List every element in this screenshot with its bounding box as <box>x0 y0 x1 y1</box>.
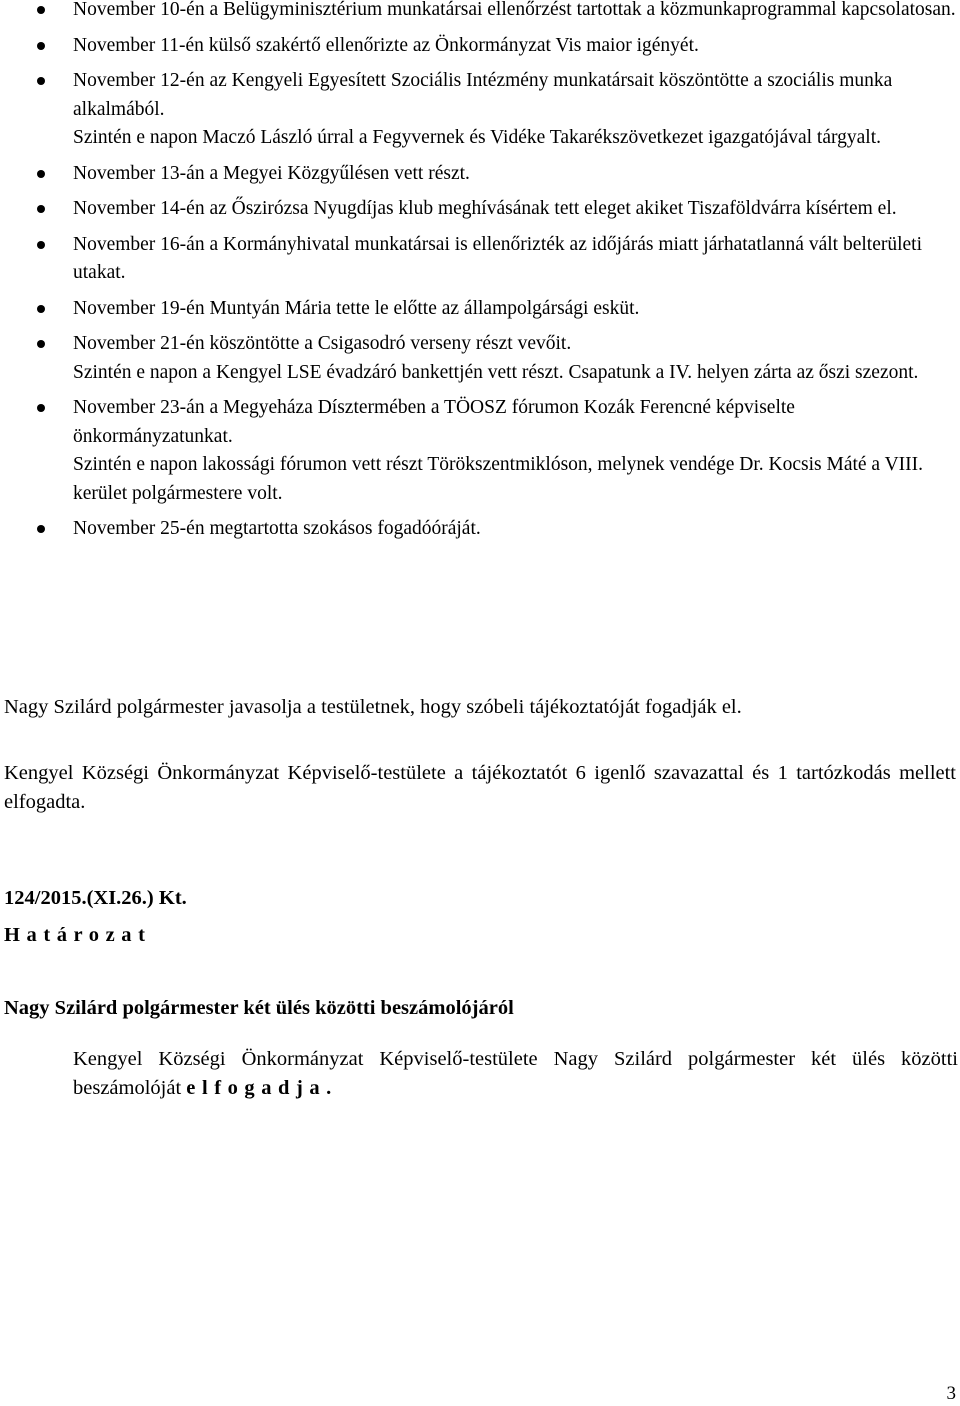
bullet-icon <box>37 241 45 249</box>
bullet-icon <box>37 205 45 213</box>
bullet-icon <box>37 42 45 50</box>
event-text-continued: Szintén e napon lakossági fórumon vett részt Törökszentmiklóson, melynek vendége Dr. Kocsis Máté a VIII. kerület polgármestere volt. <box>73 454 924 504</box>
bullet-icon <box>37 170 45 178</box>
event-text: November 25-én megtartotta szokásos fogadóóráját. <box>73 518 481 539</box>
resolution-subject: Nagy Szilárd polgármester két ülés közötti beszámolójáról <box>4 997 514 1019</box>
event-text: November 21-én köszöntötte a Csigasodró verseny részt vevőit. <box>73 333 572 354</box>
bullet-icon <box>37 305 45 313</box>
list-item <box>0 195 960 224</box>
event-text: November 19-én Muntyán Mária tette le előtte az állampolgársági esküt. <box>73 297 640 319</box>
list-item <box>0 515 960 544</box>
resolution-verdict: elfogadja. <box>186 1076 338 1099</box>
list-item <box>0 160 960 189</box>
event-text: November 16-án a Kormányhivatal munkatársai is ellenőrizték az időjárás miatt járhatatlanná vált belterületi utakat. <box>73 233 923 283</box>
list-item <box>0 295 960 324</box>
events-list <box>0 0 960 551</box>
resolution-body <box>73 1045 958 1102</box>
event-text: November 14-én az Őszirózsa Nyugdíjas klub meghívásának tett eleget akiket Tiszaföldvárra kísértem el. <box>73 198 897 219</box>
list-item <box>0 231 960 288</box>
resolution-body-text: Kengyel Községi Önkormányzat Képviselő-testülete Nagy Szilárd polgármester két ülés közötti beszámolóját <box>73 1048 958 1099</box>
list-item <box>0 32 960 61</box>
event-text-continued: Szintén e napon Maczó László úrral a Fegyvernek és Vidéke Takarékszövetkezet igazgatójával tárgyalt. <box>73 127 882 148</box>
event-text: November 13-án a Megyei Közgyűlésen vett részt. <box>73 162 470 184</box>
bullet-icon <box>37 340 45 348</box>
proposal-paragraph: Nagy Szilárd polgármester javasolja a testületnek, hogy szóbeli tájékoztatóját fogadják el. <box>4 696 742 718</box>
page-number: 3 <box>946 1383 956 1404</box>
event-text: November 11-én külső szakértő ellenőrizte az Önkormányzat Vis maior igényét. <box>73 34 699 56</box>
bullet-icon <box>37 77 45 85</box>
list-item <box>0 394 960 508</box>
resolution-number: 124/2015.(XI.26.) Kt. <box>4 887 187 909</box>
bullet-icon <box>37 525 45 533</box>
event-text: November 12-én az Kengyeli Egyesített Szociális Intézmény munkatársait köszöntötte a szociális munka alkalmából. <box>73 70 893 120</box>
event-text: November 10-én a Belügyminisztérium munkatársai ellenőrzést tartottak a közmunkaprogrammal kapcsolatosan. <box>73 0 956 20</box>
resolution-heading: Határozat <box>4 924 152 946</box>
list-item <box>0 0 960 25</box>
vote-paragraph: Kengyel Községi Önkormányzat Képviselő-testülete a tájékoztatót 6 igenlő szavazattal és 1 tartózkodás mellett elfogadta. <box>4 762 956 813</box>
event-text-continued: Szintén e napon a Kengyel LSE évadzáró bankettjén vett részt. Csapatunk a IV. helyen zárta az őszi szezont. <box>73 361 919 383</box>
list-item <box>0 67 960 153</box>
bullet-icon <box>37 404 45 412</box>
event-text: November 23-án a Megyeháza Dísztermében a TÖOSZ fórumon Kozák Ferencné képviselte önkormányzatunkat. <box>73 397 795 447</box>
bullet-icon <box>37 6 45 14</box>
list-item <box>0 330 960 387</box>
